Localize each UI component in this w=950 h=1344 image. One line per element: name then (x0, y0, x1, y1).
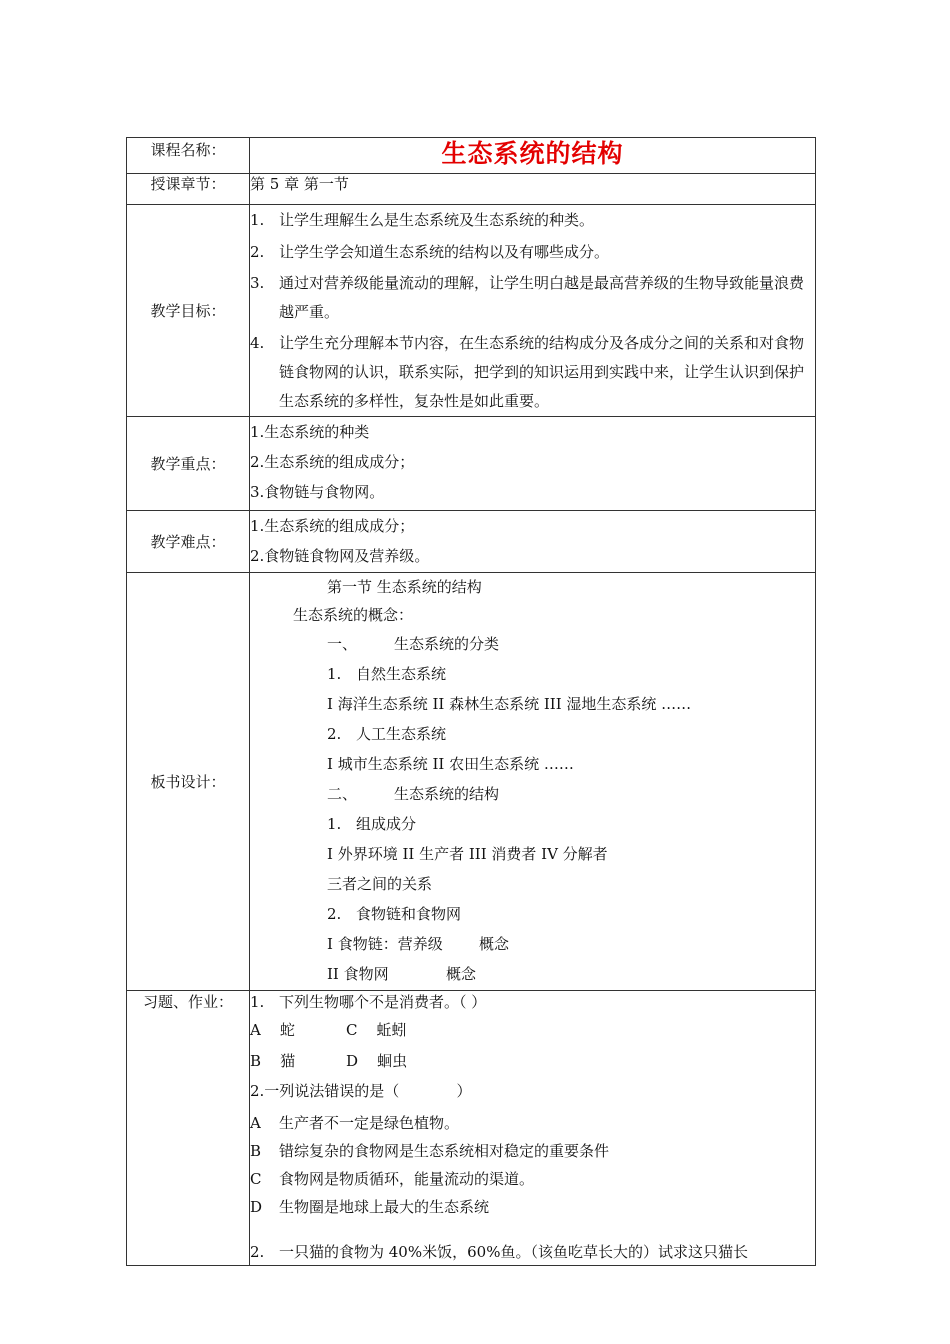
objective-item: 1. 让学生理解生么是生态系统及生态系统的种类。 (250, 211, 595, 229)
homework-cell (250, 991, 816, 1266)
objective-item: 2. 让学生学会知道生态系统的结构以及有哪些成分。 (250, 243, 610, 261)
board-concept: 生态系统的概念： (293, 606, 414, 624)
homework-label: 习题、作业： (127, 991, 250, 1266)
lesson-plan-table (126, 137, 816, 1266)
chapter-row (127, 174, 816, 205)
objectives-label: 教学目标： (127, 205, 250, 417)
objectives-row (127, 205, 816, 417)
question-2-option: C 食物网是物质循环，能量流动的渠道。 (250, 1170, 535, 1188)
difficulties-label: 教学难点： (127, 511, 250, 573)
question-1-options: A 蛇 C 蚯蚓 (250, 1021, 407, 1039)
board-items: I 外界环境 II 生产者 III 消费者 IV 分解者 (327, 845, 608, 863)
question-2-option: D 生物圈是地球上最大的生态系统 (250, 1198, 490, 1216)
board-subsection: 2. 人工生态系统 (327, 725, 447, 743)
difficulty-item: 2.食物链食物网及营养级。 (250, 547, 430, 565)
board-design-row (127, 573, 816, 991)
chapter-value: 第 5 章 第一节 (250, 174, 816, 205)
objectives-cell (250, 205, 816, 417)
difficulty-item: 1.生态系统的组成成分； (250, 517, 415, 535)
board-design-cell (250, 573, 816, 991)
course-name-label: 课程名称： (127, 138, 250, 174)
difficulties-cell (250, 511, 816, 573)
difficulties-row (127, 511, 816, 573)
course-title: 生态系统的结构 (441, 139, 624, 168)
board-design-label: 板书设计： (127, 573, 250, 991)
course-name-row (127, 138, 816, 174)
key-point-item: 1.生态系统的种类 (250, 423, 370, 441)
board-subsection: 1. 自然生态系统 (327, 665, 447, 683)
chapter-label: 授课章节： (127, 174, 250, 205)
board-items: I 海洋生态系统 II 森林生态系统 III 湿地生态系统 …… (327, 695, 692, 713)
course-title-cell (250, 138, 816, 174)
question-2: 2.一列说法错误的是（ ） (250, 1082, 472, 1100)
key-point-item: 2.生态系统的组成成分； (250, 453, 415, 471)
question-3: 2. 一只猫的食物为 40%米饭，60%鱼。（该鱼吃草长大的）试求这只猫长 (250, 1243, 748, 1261)
objective-item: 3. 通过对营养级能量流动的理解，让学生明白越是最高营养级的生物导致能量浪费越严重。 (250, 274, 805, 321)
board-food-chain: I 食物链：营养级 概念 (327, 935, 510, 953)
objective-item: 4. 让学生充分理解本节内容，在生态系统的结构成分及各成分之间的关系和对食物链食物网的认识，联系实际，把学到的知识运用到实践中来，让学生认识到保护生态系统的多样性，复杂性是如此重要。 (250, 334, 805, 410)
key-points-cell (250, 417, 816, 511)
board-subsection: 2. 食物链和食物网 (327, 905, 462, 923)
homework-row (127, 991, 816, 1266)
question-1-options: B 猫 D 蛔虫 (250, 1052, 408, 1070)
key-points-row (127, 417, 816, 511)
board-food-web: II 食物网 概念 (327, 965, 477, 983)
key-points-label: 教学重点： (127, 417, 250, 511)
board-subsection: 1. 组成成分 (327, 815, 417, 833)
board-relation: 三者之间的关系 (327, 875, 433, 893)
board-section-1: 一、 生态系统的分类 (327, 635, 500, 653)
question-2-option: A 生产者不一定是绿色植物。 (250, 1114, 460, 1132)
board-section-2: 二、 生态系统的结构 (327, 785, 500, 803)
board-heading: 第一节 生态系统的结构 (327, 578, 482, 596)
board-items: I 城市生态系统 II 农田生态系统 …… (327, 755, 574, 773)
question-2-option: B 错综复杂的食物网是生态系统相对稳定的重要条件 (250, 1142, 610, 1160)
key-point-item: 3.食物链与食物网。 (250, 483, 385, 501)
question-1: 1. 下列生物哪个不是消费者。（ ） (250, 993, 487, 1011)
